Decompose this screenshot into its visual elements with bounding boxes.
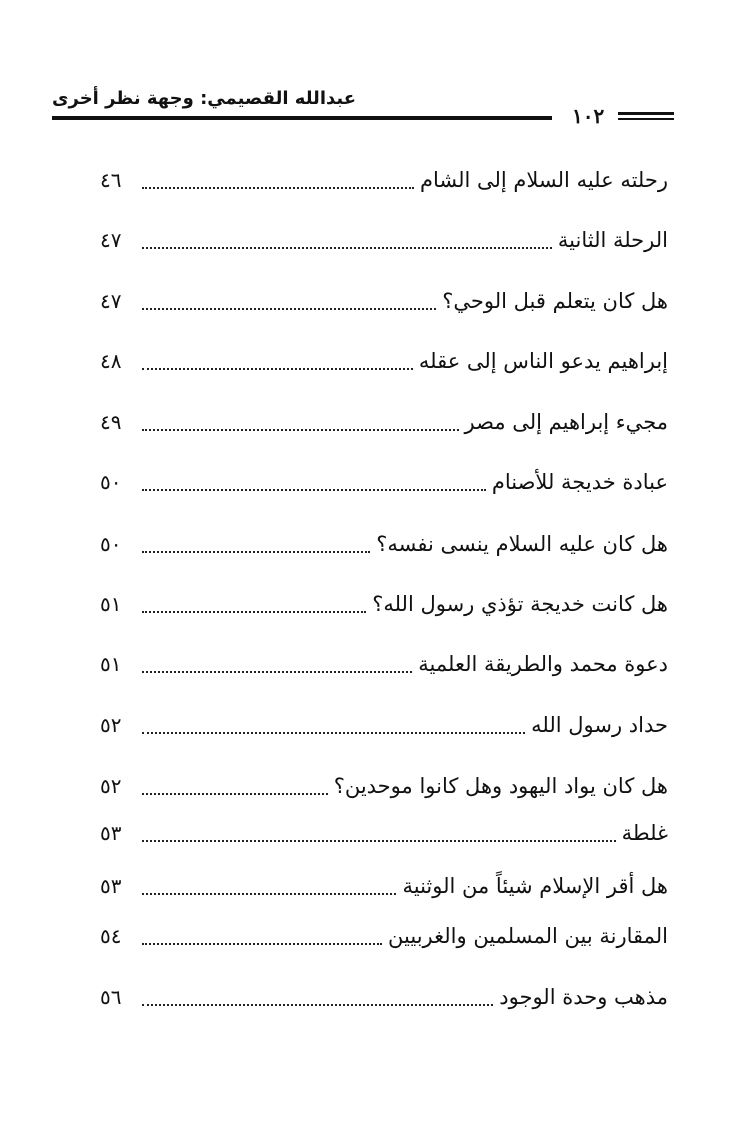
running-header: [52, 88, 672, 128]
leader-dots: [142, 489, 486, 491]
toc-entry-page: ٤٦: [100, 168, 122, 192]
toc-entry-title: هل كان عليه السلام ينسى نفسه؟: [376, 532, 668, 556]
header-rule: [52, 116, 552, 120]
toc-entry-title: مجيء إبراهيم إلى مصر: [464, 410, 668, 434]
toc-entry: [100, 705, 668, 745]
toc-entry-page: ٤٨: [100, 349, 122, 373]
toc-entry-title: الرحلة الثانية: [557, 228, 668, 252]
leader-dots: [142, 187, 414, 189]
toc-entry: [100, 916, 668, 956]
toc-entry: [100, 866, 668, 906]
leader-dots: [142, 247, 552, 249]
toc-entry-page: ٤٧: [100, 228, 122, 252]
leader-dots: [142, 840, 616, 842]
toc-entry: [100, 766, 668, 806]
toc-entry-title: عبادة خديجة للأصنام: [491, 470, 668, 494]
toc-entry-title: المقارنة بين المسلمين والغربيين: [388, 924, 668, 948]
toc-entry: [100, 524, 668, 564]
toc-entry-title: هل أقر الإسلام شيئاً من الوثنية: [402, 874, 668, 898]
leader-dots: [142, 368, 413, 370]
toc-entry-title: رحلته عليه السلام إلى الشام: [419, 168, 668, 192]
toc-entry-title: دعوة محمد والطريقة العلمية: [418, 652, 668, 676]
toc-entry-title: حداد رسول الله: [531, 713, 668, 737]
toc-entry-page: ٥٠: [100, 532, 122, 556]
toc-entry-page: ٥٢: [100, 774, 122, 798]
toc-entry-page: ٥٤: [100, 924, 122, 948]
leader-dots: [142, 1004, 493, 1006]
toc-entry-title: إبراهيم يدعو الناس إلى عقله: [418, 349, 668, 373]
toc-entry: [100, 977, 668, 1017]
toc-entry-title: هل كانت خديجة تؤذي رسول الله؟: [372, 592, 668, 616]
toc-entry-page: ٥٢: [100, 713, 122, 737]
toc-entry-title: هل كان يتعلم قبل الوحي؟: [442, 289, 668, 313]
leader-dots: [142, 671, 412, 673]
book-title: عبدالله القصيمي: وجهة نظر أخرى: [52, 88, 357, 109]
leader-dots: [142, 551, 370, 553]
toc-entry-title: مذهب وحدة الوجود: [499, 985, 668, 1009]
leader-dots: [142, 893, 396, 895]
toc-entry-title: هل كان يواد اليهود وهل كانوا موحدين؟: [333, 774, 668, 798]
toc-entry-page: ٤٩: [100, 410, 122, 434]
leader-dots: [142, 308, 436, 310]
toc-entry: [100, 402, 668, 442]
toc-entry-page: ٥١: [100, 592, 122, 616]
toc-entry: [100, 160, 668, 200]
page-number-rule: [618, 112, 674, 120]
toc-entry-page: ٥٦: [100, 985, 122, 1009]
toc-entry: [100, 341, 668, 381]
leader-dots: [142, 429, 459, 431]
toc-entry: [100, 644, 668, 684]
leader-dots: [142, 732, 525, 734]
leader-dots: [142, 611, 366, 613]
toc-entry-page: ٥١: [100, 652, 122, 676]
toc-entry: [100, 462, 668, 502]
toc-entry: [100, 281, 668, 321]
toc-entry-page: ٥٠: [100, 470, 122, 494]
toc-entry-page: ٤٧: [100, 289, 122, 313]
toc-entry-title: غلطة: [621, 821, 668, 845]
toc-entry: [100, 584, 668, 624]
toc-entry: [100, 813, 668, 853]
toc-entry: [100, 220, 668, 260]
toc-entry-page: ٥٣: [100, 874, 122, 898]
page-number: ١٠٢: [572, 104, 605, 128]
toc-entry-page: ٥٣: [100, 821, 122, 845]
leader-dots: [142, 943, 382, 945]
leader-dots: [142, 793, 328, 795]
